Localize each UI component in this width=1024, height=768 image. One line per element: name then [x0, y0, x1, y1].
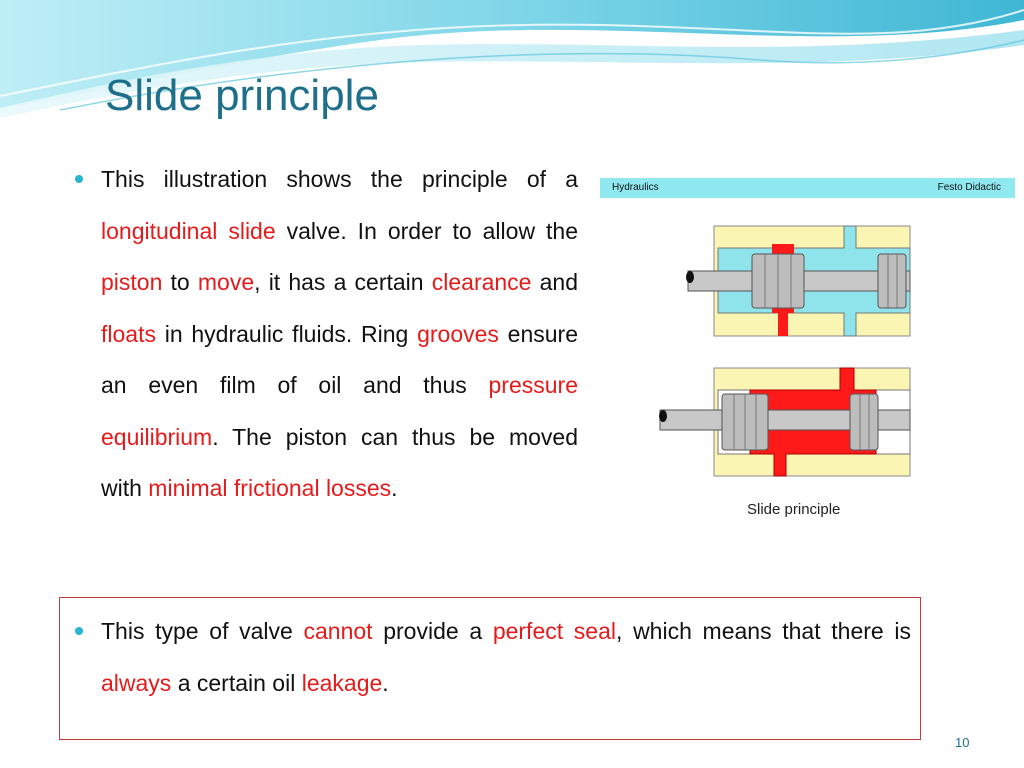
highlight-text: leakage	[301, 669, 383, 696]
highlight-text: clearance	[431, 269, 532, 295]
highlight-text: always	[101, 669, 172, 696]
highlight-text: cannot	[303, 618, 373, 644]
highlight-text: longitudinal slide	[101, 217, 276, 244]
highlight-text: minimal frictional losses	[148, 475, 392, 501]
highlight-text: move	[197, 269, 255, 295]
bullet-dot	[75, 175, 83, 183]
valve-bottom	[659, 368, 910, 476]
highlight-text: grooves	[417, 320, 499, 347]
highlight-text: pressure equilibrium	[101, 372, 578, 450]
figure-header-left: Hydraulics	[612, 182, 659, 193]
bullet-paragraph-1: This illustration shows the principle of a longitudinal slide valve. In order to allow the piston to move, it has a certain clearance and floats in hydraulic fluids. Ring grooves ensure an even film of oil and thus pressure equilibrium. The piston can thus be moved with minimal frictional losses.	[101, 166, 579, 501]
page-number: 10	[955, 735, 970, 750]
highlight-text: perfect seal	[492, 618, 616, 644]
bullet-dot	[75, 627, 83, 635]
valve-diagram	[600, 178, 1015, 498]
valve-illustration	[600, 178, 1015, 528]
valve-top	[686, 226, 910, 336]
highlight-text: piston	[101, 269, 163, 295]
slide-title: Slide principle	[105, 71, 379, 120]
figure-header-right: Festo Didactic	[937, 182, 1001, 193]
figure-caption: Slide principle	[747, 501, 841, 518]
bullet-paragraph-2: This type of valve cannot provide a perfect seal, which means that there is always a certain oil leakage.	[101, 618, 911, 696]
highlight-text: floats	[101, 320, 156, 347]
